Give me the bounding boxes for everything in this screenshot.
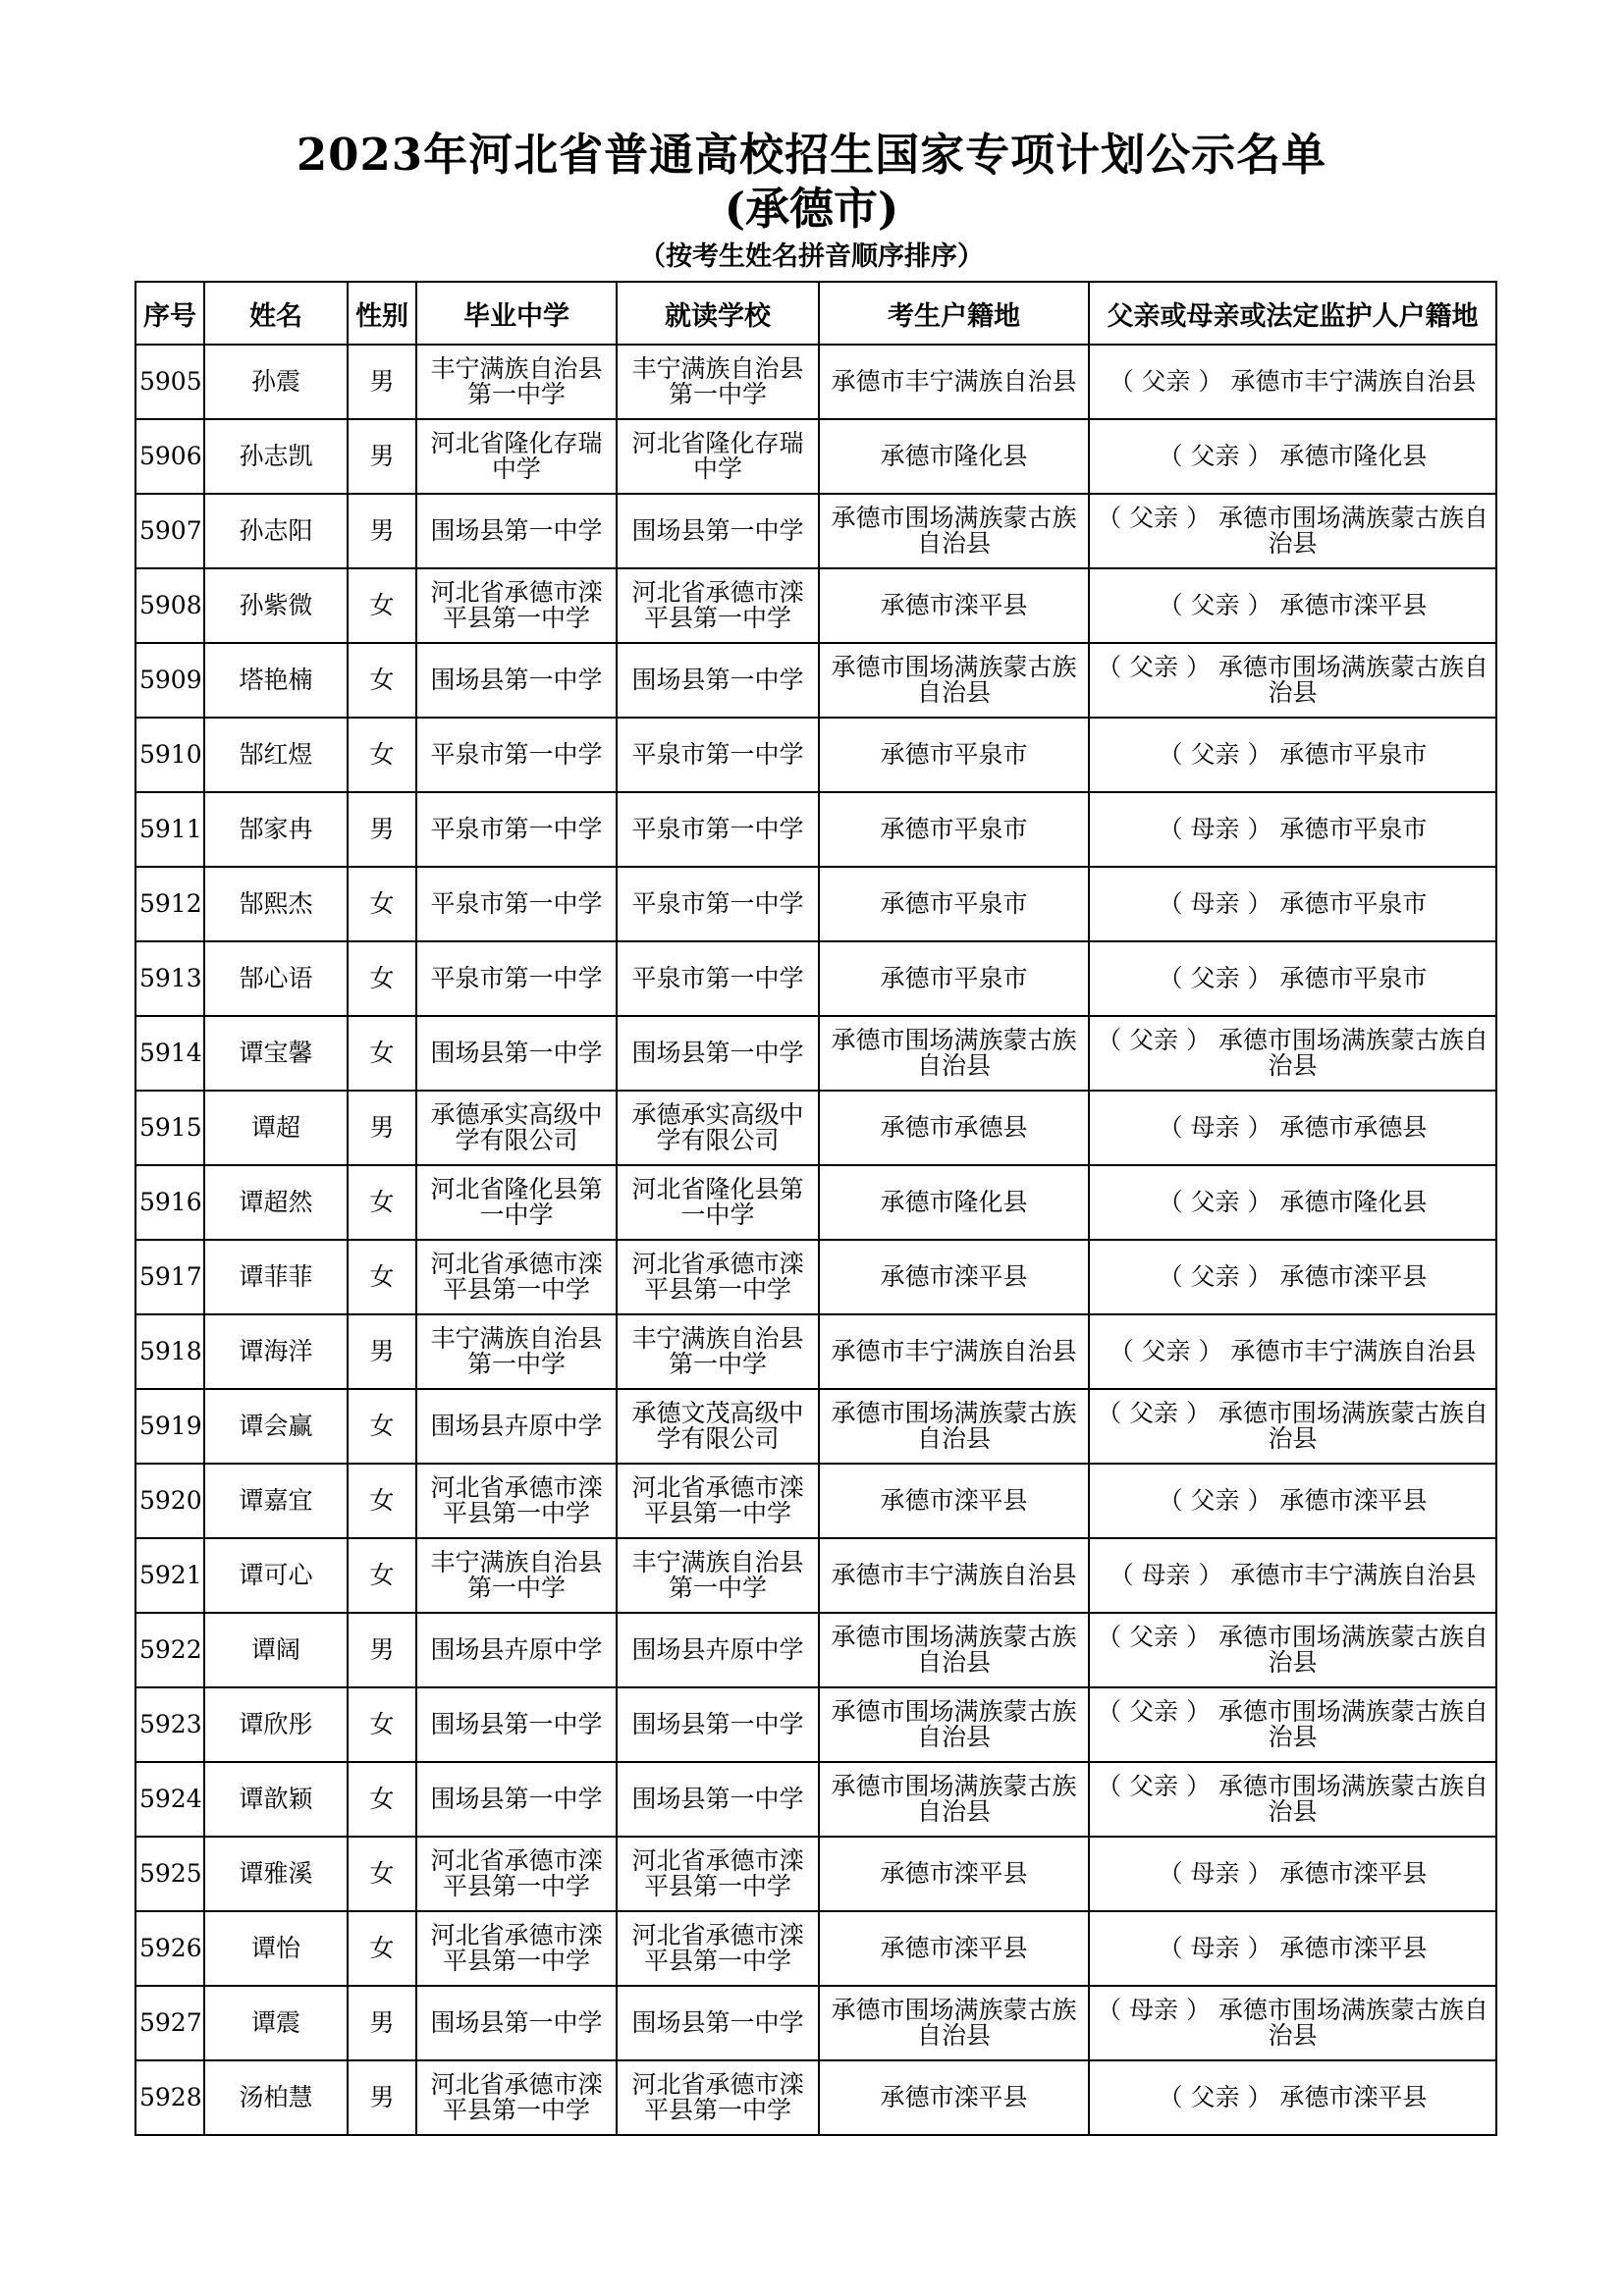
cell-no: 5905 — [135, 345, 204, 419]
cell-gender: 女 — [348, 941, 416, 1016]
table-row — [135, 1240, 1496, 1314]
cell-graduation-school: 平泉市第一中学 — [416, 941, 617, 1016]
cell-name: 谭可心 — [204, 1538, 348, 1613]
cell-gender: 男 — [348, 1613, 416, 1687]
table-row — [135, 1613, 1496, 1687]
cell-household-registration: 承德市滦平县 — [819, 1464, 1089, 1538]
cell-gender: 女 — [348, 1837, 416, 1911]
cell-guardian-registration: （ 父亲 ） 承德市围场满族蒙古族自治县 — [1089, 1016, 1496, 1091]
cell-gender: 男 — [348, 419, 416, 494]
cell-guardian-registration: （ 母亲 ） 承德市平泉市 — [1089, 867, 1496, 941]
cell-no: 5909 — [135, 643, 204, 718]
cell-household-registration: 承德市围场满族蒙古族自治县 — [819, 1986, 1089, 2060]
cell-guardian-registration: （ 父亲 ） 承德市平泉市 — [1089, 718, 1496, 792]
table-row — [135, 345, 1496, 419]
cell-graduation-school: 围场县第一中学 — [416, 1016, 617, 1091]
cell-name: 孙震 — [204, 345, 348, 419]
cell-household-registration: 承德市围场满族蒙古族自治县 — [819, 1389, 1089, 1464]
cell-guardian-registration: （ 母亲 ） 承德市滦平县 — [1089, 1837, 1496, 1911]
cell-current-school: 围场县第一中学 — [617, 1986, 819, 2060]
cell-household-registration: 承德市围场满族蒙古族自治县 — [819, 1613, 1089, 1687]
table-row — [135, 1762, 1496, 1837]
cell-no: 5919 — [135, 1389, 204, 1464]
cell-no: 5928 — [135, 2060, 204, 2135]
cell-gender: 男 — [348, 2060, 416, 2135]
table-body — [135, 345, 1496, 2135]
cell-name: 谭怡 — [204, 1911, 348, 1986]
table-row — [135, 419, 1496, 494]
cell-graduation-school: 承德承实高级中学有限公司 — [416, 1091, 617, 1165]
table-row — [135, 1687, 1496, 1762]
cell-name: 孙志阳 — [204, 494, 348, 568]
cell-gender: 男 — [348, 1986, 416, 2060]
cell-gender: 女 — [348, 1016, 416, 1091]
cell-guardian-registration: （ 母亲 ） 承德市平泉市 — [1089, 792, 1496, 867]
cell-guardian-registration: （ 父亲 ） 承德市围场满族蒙古族自治县 — [1089, 1613, 1496, 1687]
cell-graduation-school: 围场县第一中学 — [416, 643, 617, 718]
cell-graduation-school: 丰宁满族自治县第一中学 — [416, 1314, 617, 1389]
cell-graduation-school: 河北省承德市滦平县第一中学 — [416, 568, 617, 643]
cell-name: 孙紫微 — [204, 568, 348, 643]
cell-current-school: 河北省隆化县第一中学 — [617, 1165, 819, 1240]
cell-name: 郜红煜 — [204, 718, 348, 792]
cell-no: 5921 — [135, 1538, 204, 1613]
cell-current-school: 河北省隆化存瑞中学 — [617, 419, 819, 494]
table-row — [135, 1016, 1496, 1091]
cell-household-registration: 承德市平泉市 — [819, 792, 1089, 867]
header-cell-graduation-school: 毕业中学 — [416, 282, 617, 345]
header-cell-gender: 性别 — [348, 282, 416, 345]
cell-gender: 女 — [348, 718, 416, 792]
cell-graduation-school: 河北省承德市滦平县第一中学 — [416, 1464, 617, 1538]
cell-guardian-registration: （ 父亲 ） 承德市隆化县 — [1089, 419, 1496, 494]
cell-household-registration: 承德市滦平县 — [819, 1837, 1089, 1911]
cell-current-school: 河北省承德市滦平县第一中学 — [617, 1240, 819, 1314]
cell-gender: 女 — [348, 867, 416, 941]
table-row — [135, 1837, 1496, 1911]
cell-name: 郜心语 — [204, 941, 348, 1016]
cell-current-school: 丰宁满族自治县第一中学 — [617, 345, 819, 419]
cell-name: 谭超 — [204, 1091, 348, 1165]
cell-guardian-registration: （ 父亲 ） 承德市丰宁满族自治县 — [1089, 345, 1496, 419]
cell-gender: 男 — [348, 1314, 416, 1389]
header-cell-guardian-registration: 父亲或母亲或法定监护人户籍地 — [1089, 282, 1496, 345]
cell-graduation-school: 河北省承德市滦平县第一中学 — [416, 1240, 617, 1314]
cell-guardian-registration: （ 父亲 ） 承德市丰宁满族自治县 — [1089, 1314, 1496, 1389]
cell-graduation-school: 河北省隆化存瑞中学 — [416, 419, 617, 494]
cell-current-school: 平泉市第一中学 — [617, 941, 819, 1016]
cell-current-school: 围场县第一中学 — [617, 1687, 819, 1762]
cell-current-school: 承德承实高级中学有限公司 — [617, 1091, 819, 1165]
table-row — [135, 718, 1496, 792]
cell-graduation-school: 河北省承德市滦平县第一中学 — [416, 2060, 617, 2135]
table-row — [135, 941, 1496, 1016]
cell-no: 5924 — [135, 1762, 204, 1837]
cell-current-school: 河北省承德市滦平县第一中学 — [617, 1911, 819, 1986]
table-row — [135, 1911, 1496, 1986]
sort-note: （按考生姓名拼音顺序排序） — [639, 241, 984, 272]
cell-guardian-registration: （ 母亲 ） 承德市围场满族蒙古族自治县 — [1089, 1986, 1496, 2060]
table-row — [135, 1389, 1496, 1464]
cell-current-school: 承德文茂高级中学有限公司 — [617, 1389, 819, 1464]
cell-name: 谭嘉宜 — [204, 1464, 348, 1538]
cell-gender: 男 — [348, 494, 416, 568]
cell-name: 谭歆颖 — [204, 1762, 348, 1837]
table-row — [135, 1314, 1496, 1389]
cell-gender: 男 — [348, 792, 416, 867]
cell-current-school: 丰宁满族自治县第一中学 — [617, 1314, 819, 1389]
table-header-row — [135, 282, 1496, 345]
cell-guardian-registration: （ 父亲 ） 承德市围场满族蒙古族自治县 — [1089, 1762, 1496, 1837]
cell-household-registration: 承德市围场满族蒙古族自治县 — [819, 1687, 1089, 1762]
cell-name: 谭欣彤 — [204, 1687, 348, 1762]
table-row — [135, 2060, 1496, 2135]
cell-guardian-registration: （ 父亲 ） 承德市平泉市 — [1089, 941, 1496, 1016]
cell-current-school: 丰宁满族自治县第一中学 — [617, 1538, 819, 1613]
cell-guardian-registration: （ 母亲 ） 承德市承德县 — [1089, 1091, 1496, 1165]
cell-household-registration: 承德市围场满族蒙古族自治县 — [819, 1016, 1089, 1091]
cell-name: 郜家冉 — [204, 792, 348, 867]
cell-name: 谭雅溪 — [204, 1837, 348, 1911]
cell-graduation-school: 河北省隆化县第一中学 — [416, 1165, 617, 1240]
table-row — [135, 867, 1496, 941]
cell-no: 5923 — [135, 1687, 204, 1762]
cell-name: 谭宝馨 — [204, 1016, 348, 1091]
cell-no: 5908 — [135, 568, 204, 643]
cell-current-school: 围场县第一中学 — [617, 643, 819, 718]
cell-household-registration: 承德市平泉市 — [819, 867, 1089, 941]
cell-no: 5918 — [135, 1314, 204, 1389]
cell-household-registration: 承德市丰宁满族自治县 — [819, 1538, 1089, 1613]
cell-guardian-registration: （ 父亲 ） 承德市围场满族蒙古族自治县 — [1089, 643, 1496, 718]
cell-graduation-school: 围场县第一中学 — [416, 1762, 617, 1837]
cell-guardian-registration: （ 父亲 ） 承德市围场满族蒙古族自治县 — [1089, 494, 1496, 568]
cell-gender: 女 — [348, 1762, 416, 1837]
cell-no: 5925 — [135, 1837, 204, 1911]
cell-household-registration: 承德市围场满族蒙古族自治县 — [819, 1762, 1089, 1837]
cell-gender: 女 — [348, 1240, 416, 1314]
table-row — [135, 792, 1496, 867]
cell-name: 谭菲菲 — [204, 1240, 348, 1314]
cell-gender: 女 — [348, 643, 416, 718]
cell-guardian-registration: （ 母亲 ） 承德市丰宁满族自治县 — [1089, 1538, 1496, 1613]
cell-graduation-school: 围场县卉原中学 — [416, 1389, 617, 1464]
cell-no: 5915 — [135, 1091, 204, 1165]
cell-graduation-school: 平泉市第一中学 — [416, 718, 617, 792]
cell-name: 谭海洋 — [204, 1314, 348, 1389]
cell-gender: 女 — [348, 1165, 416, 1240]
cell-guardian-registration: （ 父亲 ） 承德市滦平县 — [1089, 2060, 1496, 2135]
header-cell-no: 序号 — [135, 282, 204, 345]
cell-name: 谭阔 — [204, 1613, 348, 1687]
cell-guardian-registration: （ 父亲 ） 承德市围场满族蒙古族自治县 — [1089, 1687, 1496, 1762]
cell-no: 5914 — [135, 1016, 204, 1091]
cell-household-registration: 承德市隆化县 — [819, 419, 1089, 494]
table-row — [135, 643, 1496, 718]
cell-graduation-school: 围场县第一中学 — [416, 494, 617, 568]
cell-graduation-school: 围场县卉原中学 — [416, 1613, 617, 1687]
cell-no: 5910 — [135, 718, 204, 792]
cell-name: 谭会赢 — [204, 1389, 348, 1464]
cell-no: 5927 — [135, 1986, 204, 2060]
cell-household-registration: 承德市平泉市 — [819, 718, 1089, 792]
cell-household-registration: 承德市丰宁满族自治县 — [819, 1314, 1089, 1389]
cell-no: 5926 — [135, 1911, 204, 1986]
cell-household-registration: 承德市滦平县 — [819, 2060, 1089, 2135]
cell-graduation-school: 河北省承德市滦平县第一中学 — [416, 1911, 617, 1986]
cell-no: 5906 — [135, 419, 204, 494]
cell-current-school: 河北省承德市滦平县第一中学 — [617, 1464, 819, 1538]
cell-gender: 女 — [348, 1911, 416, 1986]
cell-gender: 女 — [348, 1464, 416, 1538]
table-row — [135, 1538, 1496, 1613]
header-cell-name: 姓名 — [204, 282, 348, 345]
cell-household-registration: 承德市平泉市 — [819, 941, 1089, 1016]
cell-graduation-school: 丰宁满族自治县第一中学 — [416, 1538, 617, 1613]
cell-graduation-school: 围场县第一中学 — [416, 1687, 617, 1762]
cell-guardian-registration: （ 父亲 ） 承德市滦平县 — [1089, 1240, 1496, 1314]
cell-household-registration: 承德市隆化县 — [819, 1165, 1089, 1240]
cell-current-school: 围场县第一中学 — [617, 1016, 819, 1091]
header-cell-current-school: 就读学校 — [617, 282, 819, 345]
cell-guardian-registration: （ 父亲 ） 承德市围场满族蒙古族自治县 — [1089, 1389, 1496, 1464]
cell-no: 5917 — [135, 1240, 204, 1314]
cell-household-registration: 承德市滦平县 — [819, 1911, 1089, 1986]
cell-current-school: 平泉市第一中学 — [617, 792, 819, 867]
roster-table — [135, 281, 1497, 2136]
cell-graduation-school: 围场县第一中学 — [416, 1986, 617, 2060]
cell-no: 5920 — [135, 1464, 204, 1538]
cell-household-registration: 承德市滦平县 — [819, 568, 1089, 643]
table-row — [135, 494, 1496, 568]
cell-no: 5912 — [135, 867, 204, 941]
table-row — [135, 1464, 1496, 1538]
cell-no: 5922 — [135, 1613, 204, 1687]
cell-name: 汤柏慧 — [204, 2060, 348, 2135]
cell-household-registration: 承德市滦平县 — [819, 1240, 1089, 1314]
cell-no: 5916 — [135, 1165, 204, 1240]
cell-gender: 男 — [348, 1091, 416, 1165]
cell-name: 孙志凯 — [204, 419, 348, 494]
cell-guardian-registration: （ 父亲 ） 承德市滦平县 — [1089, 1464, 1496, 1538]
table-row — [135, 568, 1496, 643]
document-header — [0, 128, 1623, 277]
cell-household-registration: 承德市丰宁满族自治县 — [819, 345, 1089, 419]
cell-current-school: 平泉市第一中学 — [617, 718, 819, 792]
cell-current-school: 围场县第一中学 — [617, 494, 819, 568]
cell-current-school: 平泉市第一中学 — [617, 867, 819, 941]
cell-guardian-registration: （ 父亲 ） 承德市隆化县 — [1089, 1165, 1496, 1240]
cell-no: 5911 — [135, 792, 204, 867]
cell-household-registration: 承德市围场满族蒙古族自治县 — [819, 643, 1089, 718]
document-title: 2023年河北省普通高校招生国家专项计划公示名单 — [296, 129, 1327, 181]
cell-gender: 女 — [348, 568, 416, 643]
table-row — [135, 1165, 1496, 1240]
cell-current-school: 河北省承德市滦平县第一中学 — [617, 2060, 819, 2135]
cell-guardian-registration: （ 父亲 ） 承德市滦平县 — [1089, 568, 1496, 643]
cell-current-school: 围场县第一中学 — [617, 1762, 819, 1837]
cell-name: 谭震 — [204, 1986, 348, 2060]
cell-gender: 女 — [348, 1389, 416, 1464]
cell-graduation-school: 平泉市第一中学 — [416, 867, 617, 941]
cell-no: 5913 — [135, 941, 204, 1016]
cell-household-registration: 承德市承德县 — [819, 1091, 1089, 1165]
cell-gender: 男 — [348, 345, 416, 419]
table-row — [135, 1091, 1496, 1165]
cell-name: 塔艳楠 — [204, 643, 348, 718]
cell-name: 郜熙杰 — [204, 867, 348, 941]
cell-graduation-school: 平泉市第一中学 — [416, 792, 617, 867]
table-row — [135, 1986, 1496, 2060]
header-cell-household-registration: 考生户籍地 — [819, 282, 1089, 345]
cell-current-school: 围场县卉原中学 — [617, 1613, 819, 1687]
cell-household-registration: 承德市围场满族蒙古族自治县 — [819, 494, 1089, 568]
cell-gender: 女 — [348, 1538, 416, 1613]
cell-graduation-school: 河北省承德市滦平县第一中学 — [416, 1837, 617, 1911]
cell-name: 谭超然 — [204, 1165, 348, 1240]
cell-graduation-school: 丰宁满族自治县第一中学 — [416, 345, 617, 419]
cell-guardian-registration: （ 母亲 ） 承德市滦平县 — [1089, 1911, 1496, 1986]
document-subtitle: (承德市) — [724, 183, 899, 235]
cell-current-school: 河北省承德市滦平县第一中学 — [617, 568, 819, 643]
cell-no: 5907 — [135, 494, 204, 568]
cell-gender: 女 — [348, 1687, 416, 1762]
cell-current-school: 河北省承德市滦平县第一中学 — [617, 1837, 819, 1911]
